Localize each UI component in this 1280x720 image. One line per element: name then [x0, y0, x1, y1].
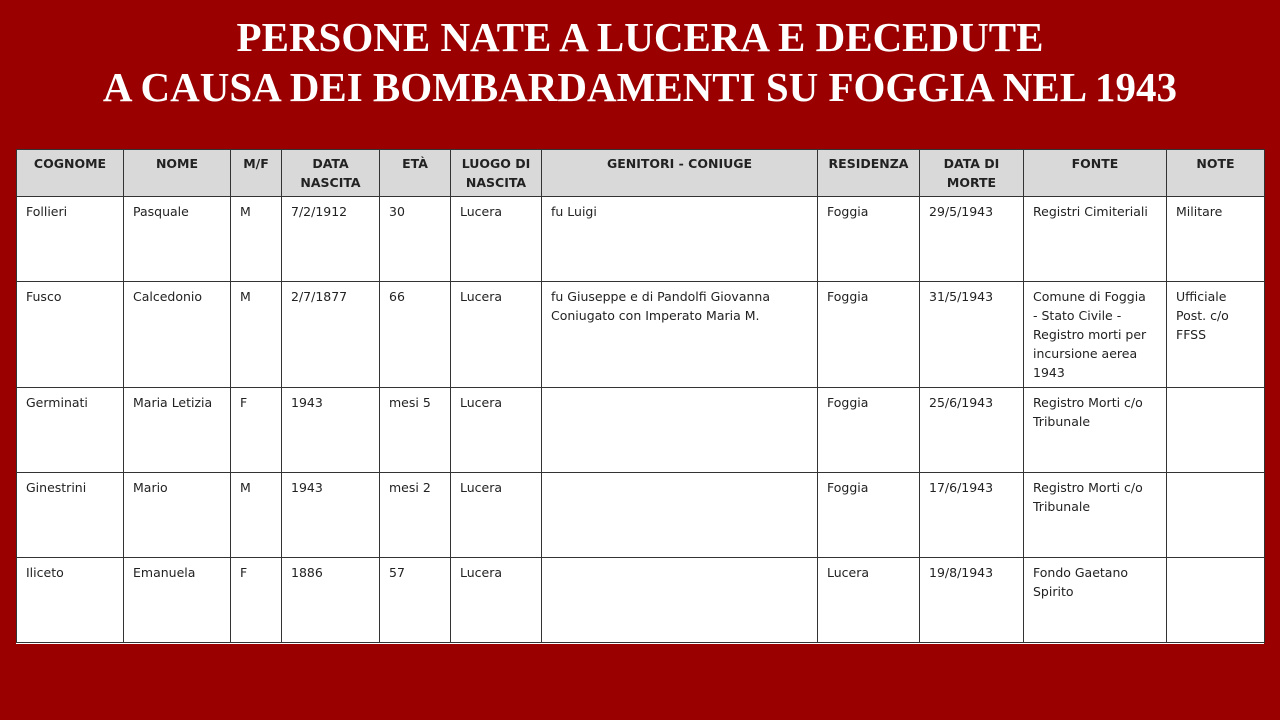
cell-text: 29/5/1943	[929, 204, 994, 219]
column-header-note	[1167, 150, 1265, 197]
column-header-text: DATA	[312, 156, 349, 171]
table-cell-sesso	[231, 473, 282, 558]
column-header-luogo-nascita	[451, 150, 542, 197]
column-header-sesso	[231, 150, 282, 197]
table-cell-cognome	[17, 558, 124, 643]
table-cell-data-morte	[920, 473, 1024, 558]
table-cell-cognome	[17, 282, 124, 388]
table-row	[17, 558, 1265, 643]
table-cell-data-nascita	[282, 282, 380, 388]
column-header-text: LUOGO DI	[461, 156, 531, 171]
cell-text: 1943	[1033, 365, 1065, 380]
cell-text: Emanuela	[133, 565, 196, 580]
title-line-1: PERSONE NATE A LUCERA E DECEDUTE	[236, 14, 1044, 60]
column-header-fonte	[1024, 150, 1167, 197]
cell-text: 57	[389, 565, 405, 580]
cell-text: 19/8/1943	[929, 565, 994, 580]
records-table-container	[16, 149, 1264, 644]
cell-text: Registro morti per	[1033, 327, 1147, 342]
column-header-text: M/F	[243, 156, 269, 171]
cell-text: Registro Morti c/o	[1033, 480, 1143, 495]
cell-text: Mario	[133, 480, 168, 495]
cell-text: Comune di Foggia	[1033, 289, 1146, 304]
table-cell-note	[1167, 282, 1265, 388]
table-cell-luogo-nascita	[451, 197, 542, 282]
column-header-data-morte	[920, 150, 1024, 197]
table-body	[17, 197, 1265, 643]
table-cell-nome	[124, 197, 231, 282]
column-header-nome	[124, 150, 231, 197]
cell-text: fu Giuseppe e di Pandolfi Giovanna	[551, 289, 770, 304]
cell-text: Registro Morti c/o	[1033, 395, 1143, 410]
cell-text: Ginestrini	[26, 480, 87, 495]
column-header-data-nascita	[282, 150, 380, 197]
cell-text: 31/5/1943	[929, 289, 994, 304]
cell-text: FFSS	[1176, 327, 1207, 342]
table-row	[17, 473, 1265, 558]
table-cell-eta	[380, 558, 451, 643]
cell-text: 2/7/1877	[291, 289, 348, 304]
table-cell-fonte	[1024, 197, 1167, 282]
table-cell-data-nascita	[282, 197, 380, 282]
table-cell-data-nascita	[282, 388, 380, 473]
cell-text: Spirito	[1033, 584, 1074, 599]
cell-text: Foggia	[827, 289, 869, 304]
cell-text: Fusco	[26, 289, 62, 304]
table-cell-note	[1167, 473, 1265, 558]
cell-text: 17/6/1943	[929, 480, 994, 495]
column-header-text: RESIDENZA	[828, 156, 909, 171]
cell-text: M	[240, 204, 251, 219]
table-cell-genitori-coniuge	[542, 473, 818, 558]
table-cell-data-nascita	[282, 558, 380, 643]
table-cell-cognome	[17, 473, 124, 558]
table-cell-residenza	[818, 558, 920, 643]
table-cell-eta	[380, 473, 451, 558]
cell-text: Tribunale	[1033, 414, 1091, 429]
cell-text: Lucera	[827, 565, 870, 580]
cell-text: Post. c/o	[1176, 308, 1229, 323]
cell-text: Coniugato con Imperato Maria M.	[551, 308, 760, 323]
table-cell-fonte	[1024, 388, 1167, 473]
table-cell-residenza	[818, 473, 920, 558]
table-cell-data-morte	[920, 558, 1024, 643]
column-header-text: COGNOME	[33, 156, 107, 171]
table-cell-nome	[124, 558, 231, 643]
table-cell-note	[1167, 388, 1265, 473]
records-table	[16, 149, 1265, 643]
cell-text: Militare	[1176, 204, 1223, 219]
cell-text: Pasquale	[133, 204, 189, 219]
table-cell-genitori-coniuge	[542, 558, 818, 643]
cell-text: 1943	[291, 480, 323, 495]
table-cell-residenza	[818, 388, 920, 473]
table-cell-nome	[124, 388, 231, 473]
cell-text: Foggia	[827, 395, 869, 410]
cell-text: 7/2/1912	[291, 204, 348, 219]
table-cell-genitori-coniuge	[542, 388, 818, 473]
cell-text: Follieri	[26, 204, 68, 219]
table-cell-data-morte	[920, 282, 1024, 388]
column-header-text: ETÀ	[402, 156, 428, 171]
table-cell-luogo-nascita	[451, 282, 542, 388]
column-header-text: MORTE	[946, 175, 997, 190]
cell-text: mesi 5	[389, 395, 431, 410]
cell-text: 25/6/1943	[929, 395, 994, 410]
table-cell-sesso	[231, 197, 282, 282]
column-header-text: GENITORI - CONIUGE	[606, 156, 753, 171]
cell-text: 1943	[291, 395, 323, 410]
cell-text: Foggia	[827, 204, 869, 219]
table-cell-fonte	[1024, 558, 1167, 643]
cell-text: 1886	[291, 565, 323, 580]
cell-text: Foggia	[827, 480, 869, 495]
table-cell-sesso	[231, 388, 282, 473]
table-cell-luogo-nascita	[451, 558, 542, 643]
table-row	[17, 388, 1265, 473]
cell-text: 30	[389, 204, 405, 219]
cell-text: Lucera	[460, 480, 503, 495]
column-header-text: NASCITA	[465, 175, 527, 190]
cell-text: 66	[389, 289, 405, 304]
cell-text: F	[240, 395, 248, 410]
table-cell-genitori-coniuge	[542, 282, 818, 388]
column-header-text: FONTE	[1071, 156, 1119, 171]
cell-text: Lucera	[460, 289, 503, 304]
table-cell-luogo-nascita	[451, 388, 542, 473]
cell-text: Maria Letizia	[133, 395, 213, 410]
column-header-residenza	[818, 150, 920, 197]
column-header-eta	[380, 150, 451, 197]
cell-text: F	[240, 565, 248, 580]
cell-text: Lucera	[460, 395, 503, 410]
cell-text: Fondo Gaetano	[1033, 565, 1129, 580]
column-header-text: NASCITA	[300, 175, 361, 190]
cell-text: Registri Cimiteriali	[1033, 204, 1148, 219]
cell-text: Calcedonio	[133, 289, 203, 304]
table-cell-fonte	[1024, 473, 1167, 558]
table-header-row	[17, 150, 1265, 197]
table-cell-sesso	[231, 282, 282, 388]
table-cell-eta	[380, 282, 451, 388]
cell-text: M	[240, 289, 251, 304]
table-cell-fonte	[1024, 282, 1167, 388]
cell-text: Ufficiale	[1176, 289, 1227, 304]
cell-text: incursione aerea	[1033, 346, 1138, 361]
table-cell-cognome	[17, 388, 124, 473]
cell-text: M	[240, 480, 251, 495]
table-cell-nome	[124, 282, 231, 388]
cell-text: Iliceto	[26, 565, 64, 580]
cell-text: mesi 2	[389, 480, 431, 495]
table-cell-note	[1167, 197, 1265, 282]
cell-text: fu Luigi	[551, 204, 597, 219]
table-cell-eta	[380, 197, 451, 282]
table-cell-note	[1167, 558, 1265, 643]
cell-text: Lucera	[460, 204, 503, 219]
table-cell-nome	[124, 473, 231, 558]
table-cell-residenza	[818, 282, 920, 388]
table-cell-data-morte	[920, 388, 1024, 473]
table-cell-data-nascita	[282, 473, 380, 558]
table-cell-genitori-coniuge	[542, 197, 818, 282]
table-cell-luogo-nascita	[451, 473, 542, 558]
column-header-text: NOME	[155, 156, 199, 171]
page-title	[0, 12, 1280, 112]
column-header-genitori-coniuge	[542, 150, 818, 197]
column-header-text: DATA DI	[943, 156, 1000, 171]
table-cell-data-morte	[920, 197, 1024, 282]
title-line-2: A CAUSA DEI BOMBARDAMENTI SU FOGGIA NEL 1943	[102, 64, 1178, 110]
cell-text: - Stato Civile -	[1033, 308, 1122, 323]
table-cell-cognome	[17, 197, 124, 282]
cell-text: Germinati	[26, 395, 88, 410]
column-header-text: NOTE	[1196, 156, 1235, 171]
column-header-cognome	[17, 150, 124, 197]
table-cell-residenza	[818, 197, 920, 282]
cell-text: Lucera	[460, 565, 503, 580]
table-cell-eta	[380, 388, 451, 473]
table-row	[17, 197, 1265, 282]
table-cell-sesso	[231, 558, 282, 643]
cell-text: Tribunale	[1033, 499, 1091, 514]
table-row	[17, 282, 1265, 388]
